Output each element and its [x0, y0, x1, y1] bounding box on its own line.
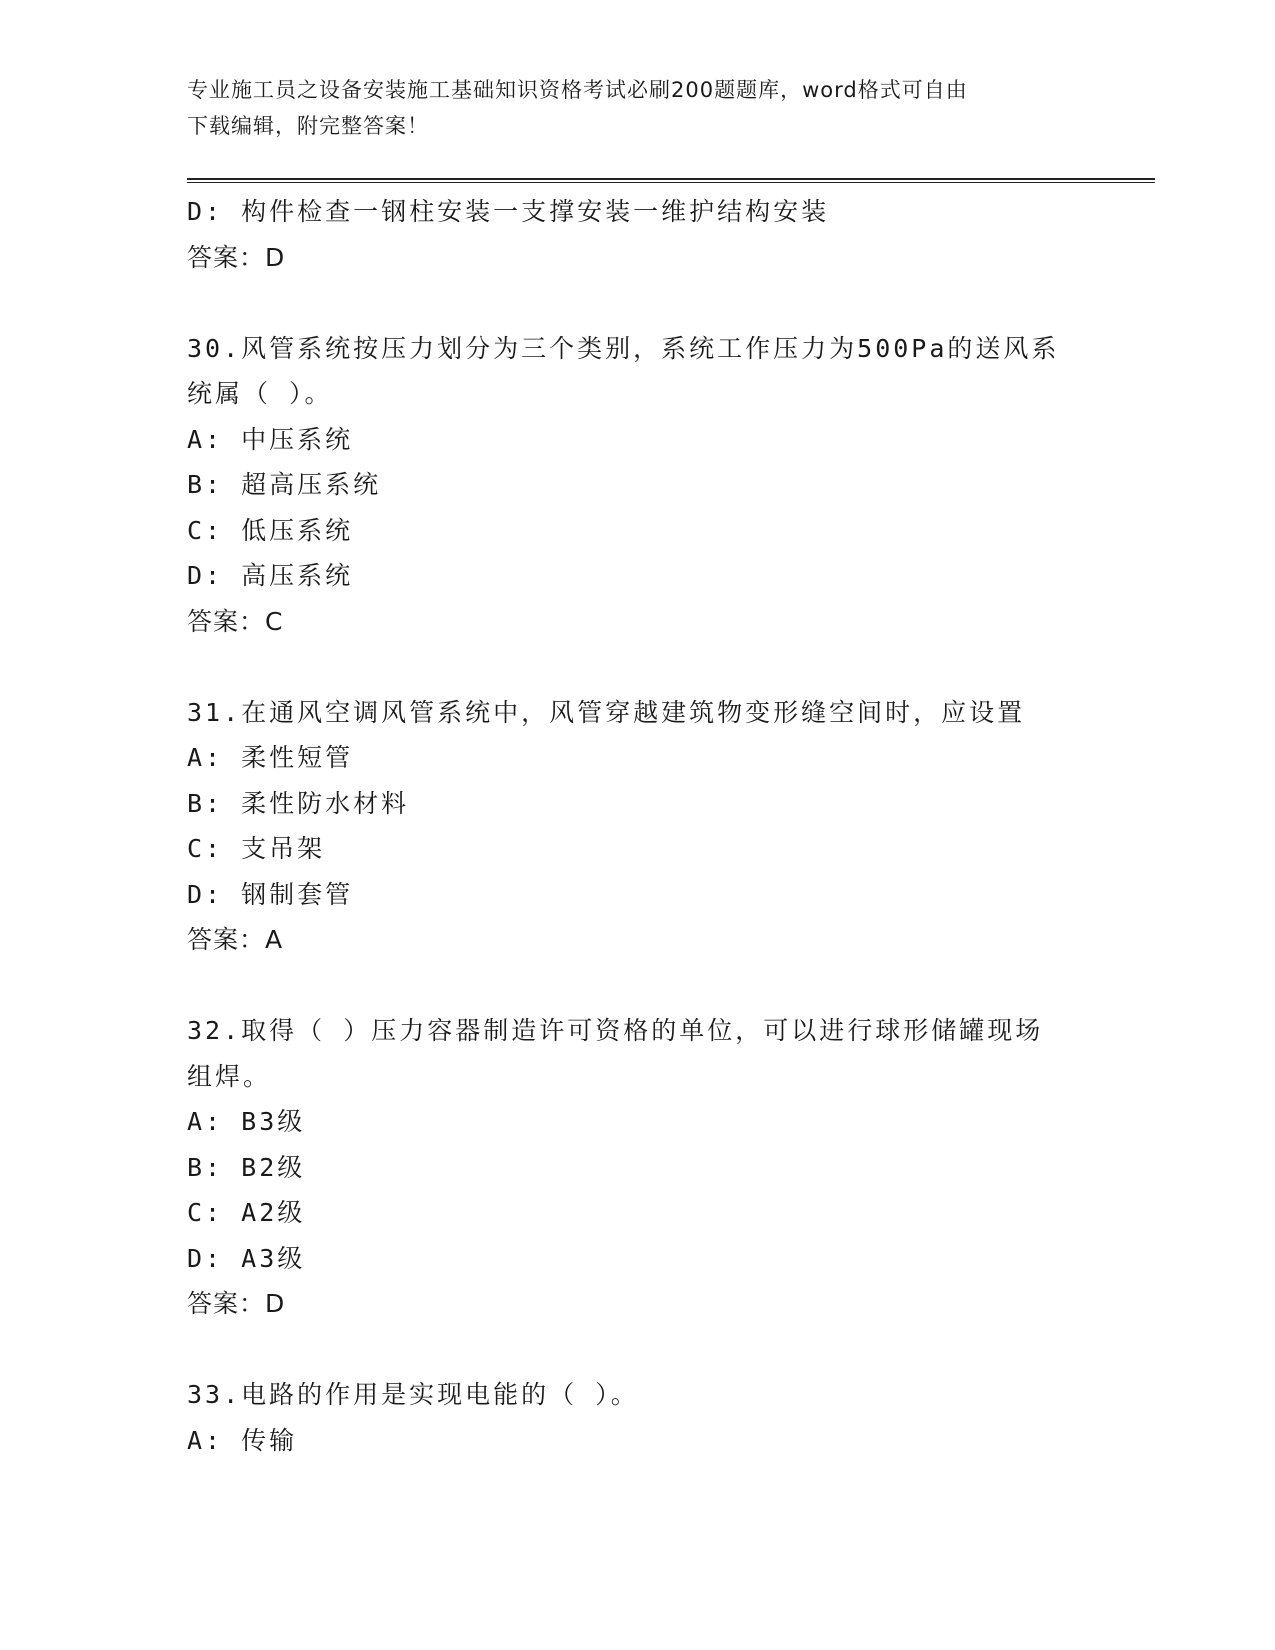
question-stem: 30.风管系统按压力划分为三个类别，系统工作压力为500Pa的送风系: [187, 333, 1060, 363]
answer-line: 答案：C: [187, 606, 284, 636]
option-d: D: 钢制套管: [187, 879, 354, 909]
question-31: [187, 690, 1087, 963]
spacer: [187, 963, 1087, 1009]
option-d: D: A3级: [187, 1243, 306, 1273]
option-b: B: B2级: [187, 1152, 306, 1182]
header-line-1: 专业施工员之设备安装施工基础知识资格考试必刷200题题库，word格式可自由: [187, 78, 968, 102]
question-stem-continued: 统属（ ）。: [187, 379, 333, 408]
option-a: A: 中压系统: [187, 424, 354, 454]
option-b: B: 超高压系统: [187, 470, 382, 499]
answer-line: 答案：D: [187, 1289, 286, 1318]
question-list: [187, 189, 1087, 1463]
spacer: [187, 1327, 1087, 1373]
question-33: [187, 1372, 1087, 1463]
option-a: A: B3级: [187, 1107, 306, 1136]
option-d: D: 构件检查一钢柱安装一支撑安装一维护结构安装: [187, 197, 830, 226]
option-a: A: 柔性短管: [187, 743, 354, 772]
document-header: [187, 72, 1067, 144]
answer-line: 答案：A: [187, 925, 284, 954]
option-c: C: 支吊架: [187, 834, 326, 863]
question-32: [187, 1008, 1087, 1327]
question-stem: 31.在通风空调风管系统中，风管穿越建筑物变形缝空间时，应设置: [187, 697, 1026, 727]
option-c: C: A2级: [187, 1198, 306, 1227]
header-divider: [187, 178, 1155, 183]
question-stem: 33.电路的作用是实现电能的（ ）。: [187, 1380, 639, 1409]
spacer: [187, 280, 1087, 326]
option-a: A: 传输: [187, 1425, 298, 1455]
option-c: C: 低压系统: [187, 515, 354, 545]
option-d: D: 高压系统: [187, 561, 354, 590]
previous-question-tail: [187, 189, 1087, 280]
header-line-2: 下载编辑，附完整答案！: [187, 114, 429, 138]
option-b: B: 柔性防水材料: [187, 788, 410, 818]
question-stem: 32.取得（ ）压力容器制造许可资格的单位，可以进行球形储罐现场: [187, 1016, 1044, 1045]
spacer: [187, 644, 1087, 690]
question-stem-continued: 组焊。: [187, 1061, 272, 1091]
question-30: [187, 326, 1087, 645]
answer-line: 答案：D: [187, 242, 286, 272]
